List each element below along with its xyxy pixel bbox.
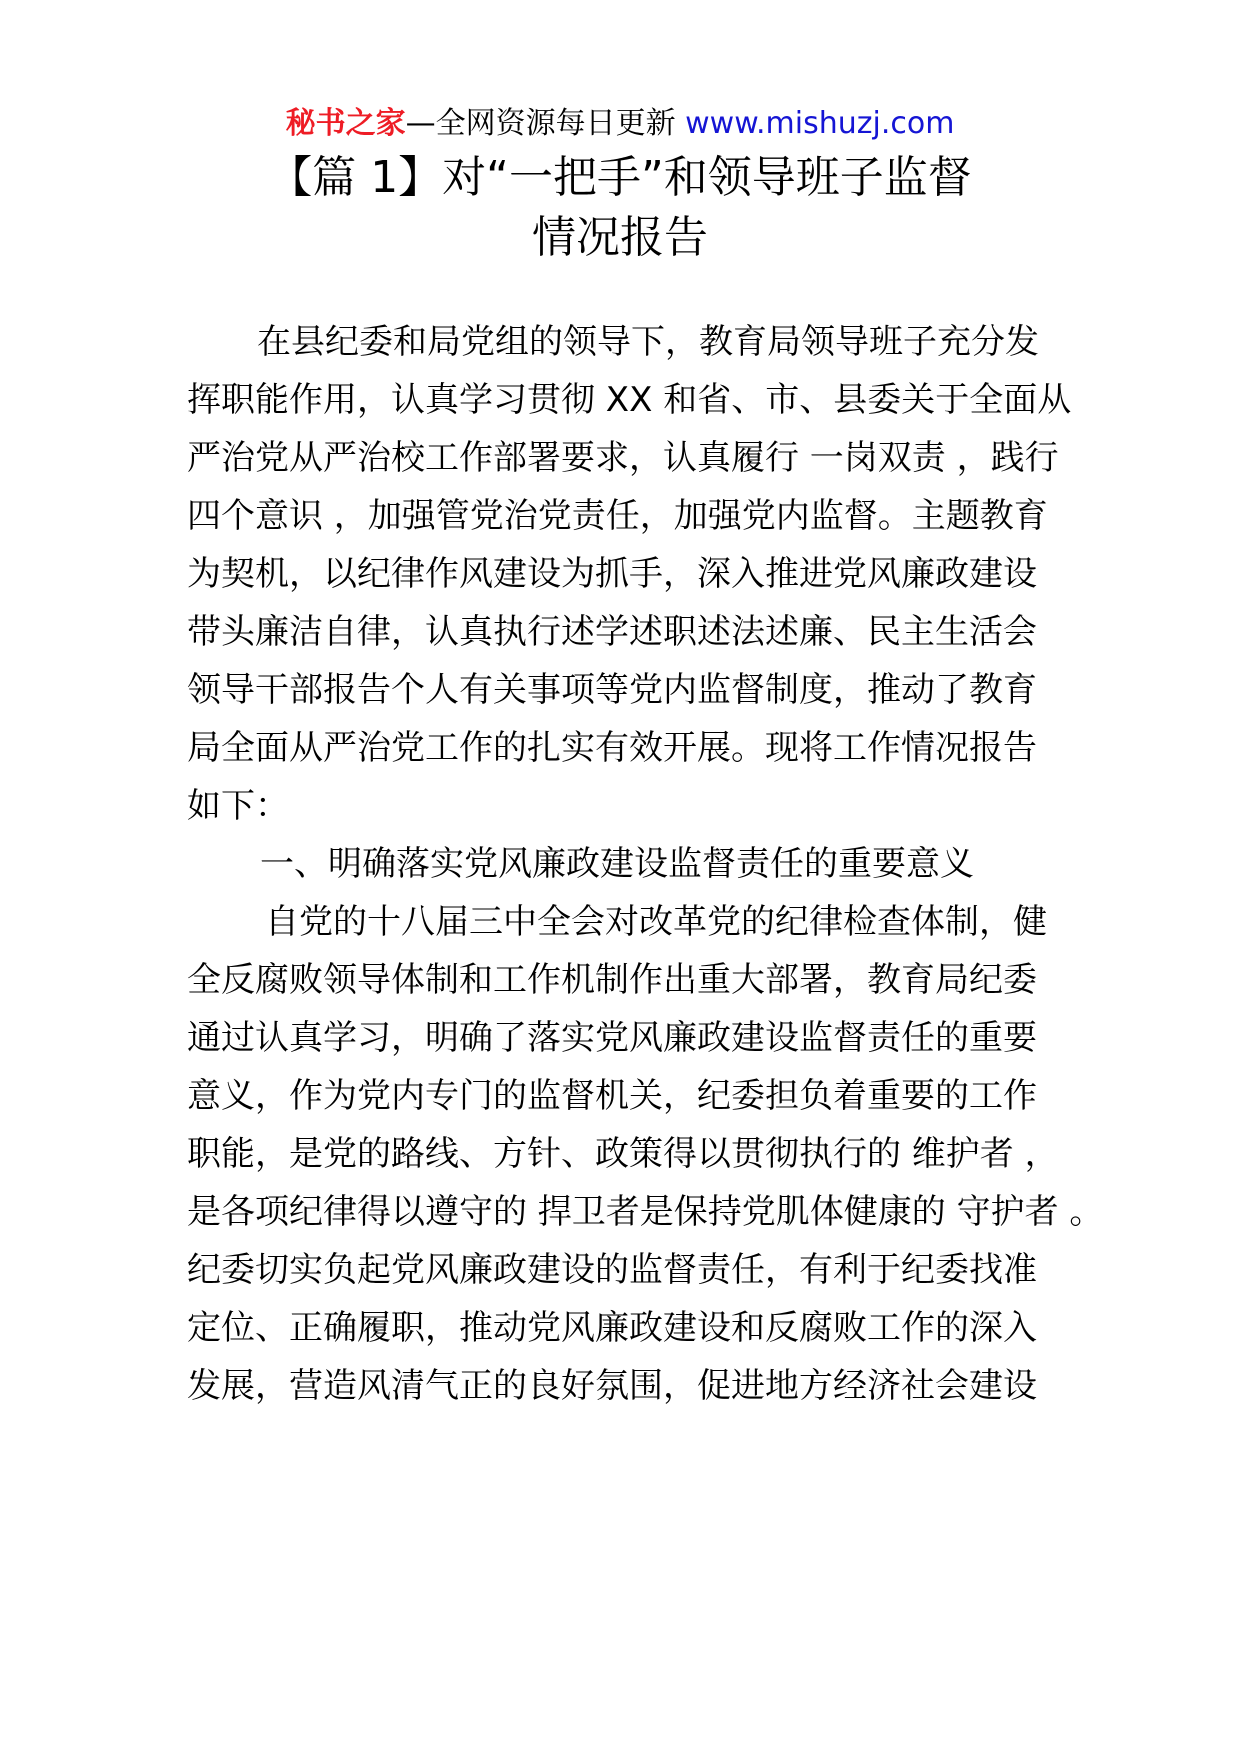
body-line-1: 在县纪委和局党组的领导下，教育局领导班子充分发: [257, 322, 1039, 362]
brand-name: 秘书之家: [285, 106, 406, 141]
body-line-12: 全反腐败领导体制和工作机制作出重大部署，教育局纪委: [187, 960, 1037, 1000]
body-line-14: 意义，作为党内专门的监督机关，纪委担负着重要的工作: [187, 1076, 1037, 1116]
body-line-3: 严治党从严治校工作部署要求，认真履行 一岗双责 ，践行: [187, 438, 1059, 478]
body-line-2: 挥职能作用，认真学习贯彻 XX 和省、市、县委关于全面从: [187, 380, 1072, 420]
body-line-11: 自党的十八届三中全会对改革党的纪律检查体制，健: [265, 902, 1047, 942]
body-line-15: 职能，是党的路线、方针、政策得以贯彻执行的 维护者 ，: [187, 1134, 1059, 1174]
body-line-6: 带头廉洁自律，认真执行述学述职述法述廉、民主生活会: [187, 612, 1037, 652]
site-header: [0, 102, 1240, 146]
header-url[interactable]: www.mishuzj.com: [685, 106, 955, 141]
body-line-8: 局全面从严治党工作的扎实有效开展。现将工作情况报告: [187, 728, 1037, 768]
document-title-line-1: 【篇 1】对“一把手”和领导班子监督: [268, 152, 972, 203]
body-line-9: 如下：: [187, 786, 289, 826]
body-line-4: 四个意识 ，加强管党治党责任，加强党内监督。主题教育: [187, 496, 1048, 536]
header-tagline: —全网资源每日更新: [405, 106, 686, 141]
body-line-19: 发展，营造风清气正的良好氛围，促进地方经济社会建设: [187, 1366, 1037, 1406]
body-line-7: 领导干部报告个人有关事项等党内监督制度，推动了教育: [187, 670, 1037, 710]
body-line-16: 是各项纪律得以遵守的 捍卫者是保持党肌体健康的 守护者 。: [187, 1192, 1104, 1232]
document-title-line-2: 情况报告: [532, 212, 708, 263]
section-heading-1: 一、明确落实党风廉政建设监督责任的重要意义: [260, 844, 974, 884]
body-line-18: 定位、正确履职，推动党风廉政建设和反腐败工作的深入: [187, 1308, 1037, 1348]
body-line-13: 通过认真学习，明确了落实党风廉政建设监督责任的重要: [187, 1018, 1037, 1058]
body-line-17: 纪委切实负起党风廉政建设的监督责任，有利于纪委找准: [187, 1250, 1037, 1290]
body-line-5: 为契机，以纪律作风建设为抓手，深入推进党风廉政建设: [187, 554, 1037, 594]
